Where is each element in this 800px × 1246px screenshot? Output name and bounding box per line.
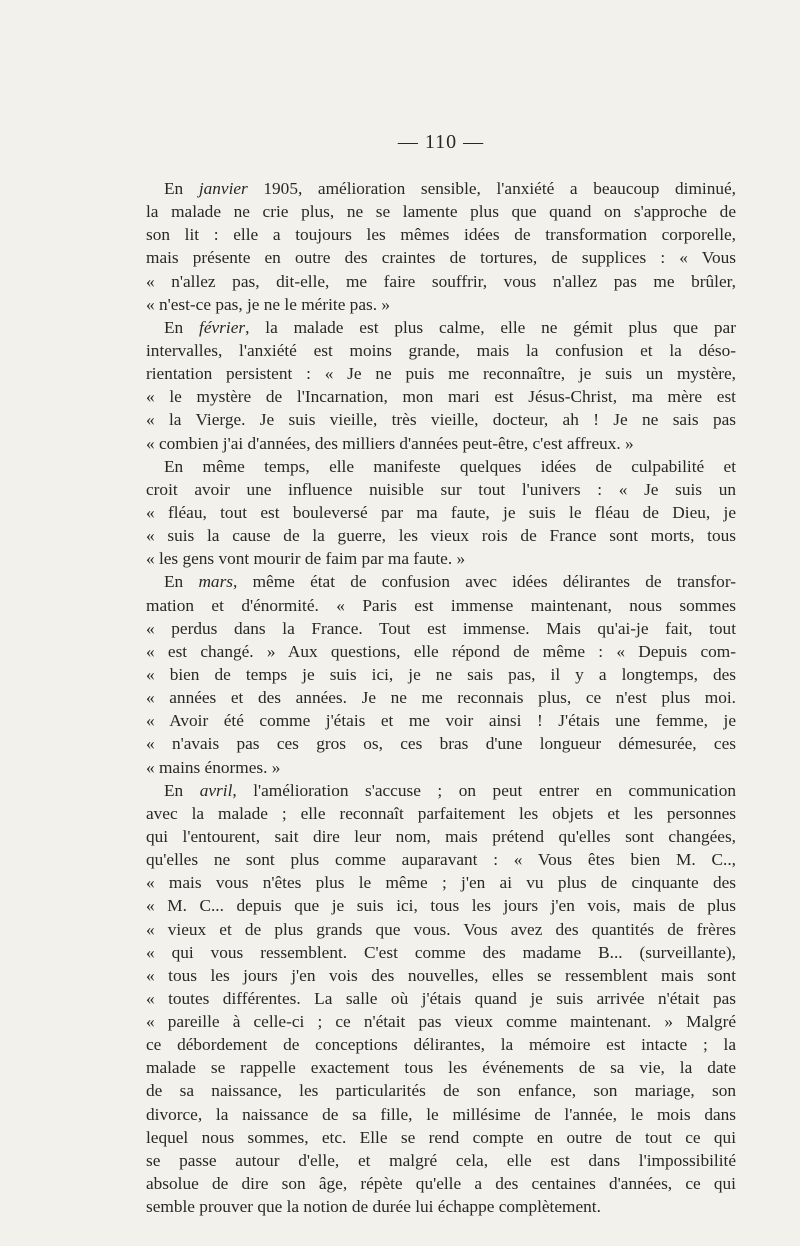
text-line: « le mystère de l'Incarnation, mon mari est Jésus-Christ, ma mère est <box>146 387 736 407</box>
line-lead: En <box>164 780 200 800</box>
line-lead: En <box>164 179 199 198</box>
text-line: qui l'entourent, sait dire leur nom, mais prétend qu'elles sont changées, <box>146 826 736 846</box>
text-line <box>146 316 736 339</box>
text-line: qu'elles ne sont plus comme auparavant : « Vous êtes bien M. C.., <box>146 850 736 870</box>
text-line: rientation persistent : « Je ne puis me reconnaître, je suis un mystère, <box>146 364 736 384</box>
text-line: se passe autour d'elle, et malgré cela, elle est dans l'impossibilité <box>146 1150 736 1170</box>
text-line: de sa naissance, les particularités de son enfance, son mariage, son <box>146 1081 736 1101</box>
text-line: « les gens vont mourir de faim par ma faute. » <box>146 549 466 569</box>
text-line: « tous les jours j'en vois des nouvelles, elles se ressemblent mais sont <box>146 965 736 985</box>
text-line: « qui vous ressemblent. C'est comme des madame B... (surveillante), <box>146 942 736 962</box>
line-rest: , l'amélioration s'accuse ; on peut entrer en communication <box>232 780 736 800</box>
line-lead: En <box>164 572 199 592</box>
month-name: février <box>199 317 246 337</box>
text-line: mation et d'énormité. « Paris est immense maintenant, nous sommes <box>146 595 736 615</box>
line-rest: , même état de confusion avec idées délirantes de transfor- <box>233 572 736 592</box>
text-line: « mains énormes. » <box>146 757 281 777</box>
line-lead: En <box>164 317 200 337</box>
body-text <box>146 177 736 1218</box>
text-line: la malade ne crie plus, ne se lamente plus que quand on s'approche de <box>146 202 736 222</box>
text-line: avec la malade ; elle reconnaît parfaitement les objets et les personnes <box>146 803 736 823</box>
text-line: « M. C... depuis que je suis ici, tous les jours j'en vois, mais de plus <box>146 896 736 916</box>
month-name: janvier <box>198 179 248 198</box>
text-line: « n'est-ce pas, je ne le mérite pas. » <box>146 294 390 314</box>
text-line: « n'allez pas, dit-elle, me faire souffrir, vous n'allez pas me brûler, <box>146 271 736 291</box>
text-line: lequel nous sommes, etc. Elle se rend compte en outre de tout ce qui <box>146 1127 736 1147</box>
text-line: « suis la cause de la guerre, les vieux rois de France sont morts, tous <box>146 526 736 546</box>
text-line <box>146 779 736 802</box>
text-line: « années et des années. Je ne me reconnais plus, ce n'est plus moi. <box>146 688 736 708</box>
text-line: « mais vous n'êtes plus le même ; j'en ai vu plus de cinquante des <box>146 873 736 893</box>
text-line <box>146 570 736 593</box>
line-rest: , la malade est plus calme, elle ne gémit plus que par <box>245 317 736 337</box>
page-number: — 110 — <box>397 131 485 153</box>
text-line: ce débordement de conceptions délirantes, la mémoire est intacte ; la <box>146 1035 736 1055</box>
text-line: intervalles, l'anxiété est moins grande, mais la confusion et la déso- <box>146 340 736 360</box>
text-line: En même temps, elle manifeste quelques idées de culpabilité et <box>164 456 736 476</box>
text-line: mais présente en outre des craintes de tortures, de supplices : « Vous <box>146 248 736 268</box>
text-line: « fléau, tout est bouleversé par ma faute, je suis le fléau de Dieu, je <box>146 502 736 522</box>
month-name: avril <box>199 780 233 800</box>
text-line: son lit : elle a toujours les mêmes idées de transformation corporelle, <box>146 225 736 245</box>
text-line: divorce, la naissance de sa fille, le millésime de l'année, le mois dans <box>146 1104 736 1124</box>
text-line: « vieux et de plus grands que vous. Vous avez des quantités de frères <box>146 919 736 939</box>
text-line: « bien de temps je suis ici, je ne sais pas, il y a longtemps, des <box>146 664 736 684</box>
text-line: « n'avais pas ces gros os, ces bras d'une longueur démesurée, ces <box>146 734 736 754</box>
text-line: absolue de dire son âge, répète qu'elle a des centaines d'années, ce qui <box>146 1174 736 1194</box>
text-line: « perdus dans la France. Tout est immense. Mais qu'ai-je fait, tout <box>146 618 736 638</box>
text-line: « la Vierge. Je suis vieille, très vieille, docteur, ah ! Je ne sais pas <box>146 410 736 430</box>
text-line: croit avoir une influence nuisible sur tout l'univers : « Je suis un <box>146 479 736 499</box>
text-line: « toutes différentes. La salle où j'étais quand je suis arrivée n'était pas <box>146 988 736 1008</box>
text-line: « Avoir été comme j'étais et me voir ainsi ! J'étais une femme, je <box>146 711 736 731</box>
text-line: « combien j'ai d'années, des milliers d'années peut-être, c'est affreux. » <box>146 433 634 453</box>
text-line: semble prouver que la notion de durée lui échappe complètement. <box>146 1197 601 1217</box>
text-line: malade se rappelle exactement tous les événements de sa vie, la date <box>146 1058 736 1078</box>
text-line: « est changé. » Aux questions, elle répond de même : « Depuis com- <box>146 641 736 661</box>
line-rest: 1905, amélioration sensible, l'anxiété a beaucoup diminué, <box>247 179 736 198</box>
text-line: « pareille à celle-ci ; ce n'était pas vieux comme maintenant. » Malgré <box>146 1012 736 1032</box>
text-line <box>146 177 736 200</box>
month-name: mars <box>198 572 234 592</box>
